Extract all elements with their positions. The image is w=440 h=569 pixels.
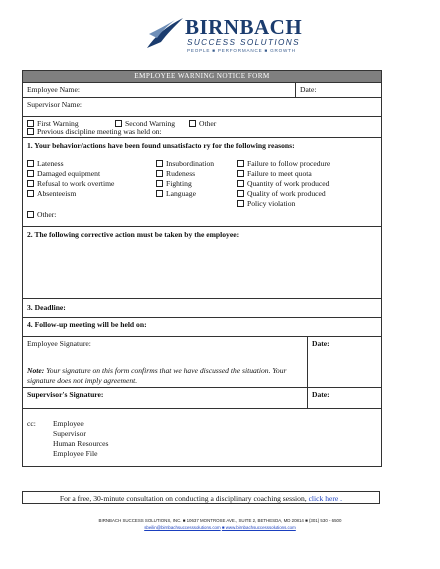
logo-subtitle: SUCCESS SOLUTIONS bbox=[187, 38, 300, 47]
checkbox-icon bbox=[156, 160, 163, 167]
section-1 bbox=[23, 137, 381, 226]
section-1-title: 1. Your behavior/actions have been found unsatisfacto ry for the following reasons: bbox=[27, 141, 295, 150]
reason-label: Quality of work produced bbox=[247, 189, 326, 198]
reason-label: Failure to meet quota bbox=[247, 169, 312, 178]
reason-label: Language bbox=[166, 189, 196, 198]
reason-lateness[interactable] bbox=[27, 159, 64, 169]
warning-notice-form bbox=[22, 70, 382, 467]
reason-label: Quantity of work produced bbox=[247, 179, 330, 188]
swoosh-logo-icon bbox=[145, 14, 185, 54]
contact-email-link[interactable]: sbeilin@birnbachsuccesssolutions.com bbox=[144, 525, 221, 530]
signature-note bbox=[27, 366, 307, 386]
section-4[interactable] bbox=[23, 317, 381, 336]
reason-label: Refusal to work overtime bbox=[37, 179, 115, 188]
cc-row bbox=[23, 408, 381, 466]
reason-damaged-equipment[interactable] bbox=[27, 169, 100, 179]
reason-label: Absenteeism bbox=[37, 189, 77, 198]
checkbox-icon bbox=[237, 170, 244, 177]
company-logo bbox=[145, 14, 345, 56]
reason-absenteeism[interactable] bbox=[27, 189, 76, 199]
employee-name-row bbox=[23, 82, 381, 97]
consultation-text: For a free, 30-minute consultation on conducting a disciplinary coaching session, bbox=[59, 494, 307, 503]
reason-failure-procedure[interactable] bbox=[237, 159, 330, 169]
reason-other[interactable] bbox=[27, 210, 56, 220]
checkbox-icon bbox=[237, 190, 244, 197]
supervisor-signature-date[interactable]: Date: bbox=[307, 388, 381, 408]
checkbox-icon bbox=[27, 128, 34, 135]
logo-tagline: PEOPLE ■ PERFORMANCE ■ GROWTH bbox=[187, 48, 296, 53]
reason-insubordination[interactable] bbox=[156, 159, 214, 169]
section-2-title: 2. The following corrective action must be taken by the employee: bbox=[27, 230, 240, 239]
cc-item: Human Resources bbox=[53, 439, 109, 448]
second-warning-label: Second Warning bbox=[125, 119, 176, 128]
note-label: Note: bbox=[27, 366, 45, 375]
reason-language[interactable] bbox=[156, 189, 196, 199]
reason-quantity-work[interactable] bbox=[237, 179, 329, 189]
checkbox-icon bbox=[237, 160, 244, 167]
supervisor-name-field[interactable]: Supervisor Name: bbox=[27, 100, 83, 109]
checkbox-icon bbox=[156, 190, 163, 197]
contact-line bbox=[0, 525, 440, 530]
checkbox-icon bbox=[115, 120, 122, 127]
reason-label: Policy violation bbox=[247, 199, 296, 208]
supervisor-signature-field[interactable]: Supervisor's Signature: bbox=[27, 390, 104, 399]
reason-label: Failure to follow procedure bbox=[247, 159, 331, 168]
section-4-title: 4. Follow-up meeting will be held on: bbox=[27, 320, 147, 329]
checkbox-icon bbox=[27, 160, 34, 167]
reason-refusal-overtime[interactable] bbox=[27, 179, 114, 189]
section-3[interactable] bbox=[23, 298, 381, 317]
checkbox-icon bbox=[156, 180, 163, 187]
company-address: BIRNBACH SUCCESS SOLUTIONS, INC. ■ 10637 MONTROSE AVE., SUITE 2, BETHESDA, MD 20814 ■ (301) 530 - 6500 bbox=[98, 518, 342, 523]
warning-type-row bbox=[23, 116, 381, 137]
reason-label: Other: bbox=[37, 210, 57, 219]
checkbox-icon bbox=[27, 180, 34, 187]
supervisor-signature-row bbox=[23, 387, 381, 408]
consultation-banner bbox=[22, 491, 380, 504]
employee-signature-row bbox=[23, 336, 381, 387]
reason-label: Rudeness bbox=[166, 169, 196, 178]
logo-brand: BIRNBACH bbox=[185, 15, 303, 39]
checkbox-icon bbox=[27, 190, 34, 197]
reason-fighting[interactable] bbox=[156, 179, 192, 189]
employee-name-field[interactable]: Employee Name: bbox=[27, 85, 80, 94]
cc-label: cc: bbox=[27, 419, 36, 428]
consultation-link[interactable]: click here . bbox=[308, 494, 343, 503]
checkbox-icon bbox=[27, 211, 34, 218]
checkbox-icon bbox=[156, 170, 163, 177]
other-warning-checkbox[interactable] bbox=[189, 119, 216, 129]
employee-signature-field[interactable]: Employee Signature: bbox=[27, 339, 91, 348]
reason-quality-work[interactable] bbox=[237, 189, 326, 199]
section-3-title: 3. Deadline: bbox=[27, 303, 66, 312]
employee-signature-date[interactable]: Date: bbox=[307, 337, 381, 387]
reason-label: Insubordination bbox=[166, 159, 215, 168]
reason-failure-quota[interactable] bbox=[237, 169, 312, 179]
supervisor-name-row bbox=[23, 97, 381, 116]
previous-meeting-checkbox[interactable] bbox=[27, 127, 162, 137]
cc-item: Employee bbox=[53, 419, 84, 428]
checkbox-icon bbox=[27, 170, 34, 177]
previous-meeting-label: Previous discipline meeting was held on: bbox=[37, 127, 162, 136]
contact-web-link[interactable]: ■ www.birnbachsuccesssolutions.com bbox=[221, 525, 296, 530]
reason-policy-violation[interactable] bbox=[237, 199, 295, 209]
checkbox-icon bbox=[237, 180, 244, 187]
reason-label: Lateness bbox=[37, 159, 64, 168]
checkbox-icon bbox=[27, 120, 34, 127]
date-field[interactable]: Date: bbox=[295, 83, 381, 97]
first-warning-label: First Warning bbox=[37, 119, 79, 128]
section-2[interactable] bbox=[23, 226, 381, 298]
form-title: EMPLOYEE WARNING NOTICE FORM bbox=[23, 71, 381, 82]
reason-label: Fighting bbox=[166, 179, 192, 188]
cc-list bbox=[53, 419, 108, 459]
reason-label: Damaged equipment bbox=[37, 169, 101, 178]
checkbox-icon bbox=[237, 200, 244, 207]
reason-rudeness[interactable] bbox=[156, 169, 195, 179]
cc-item: Supervisor bbox=[53, 429, 86, 438]
other-warning-label: Other bbox=[199, 119, 217, 128]
cc-item: Employee File bbox=[53, 449, 98, 458]
checkbox-icon bbox=[189, 120, 196, 127]
note-text: Your signature on this form confirms that we have discussed the situation. Your signature does not imply agreement. bbox=[27, 366, 287, 385]
